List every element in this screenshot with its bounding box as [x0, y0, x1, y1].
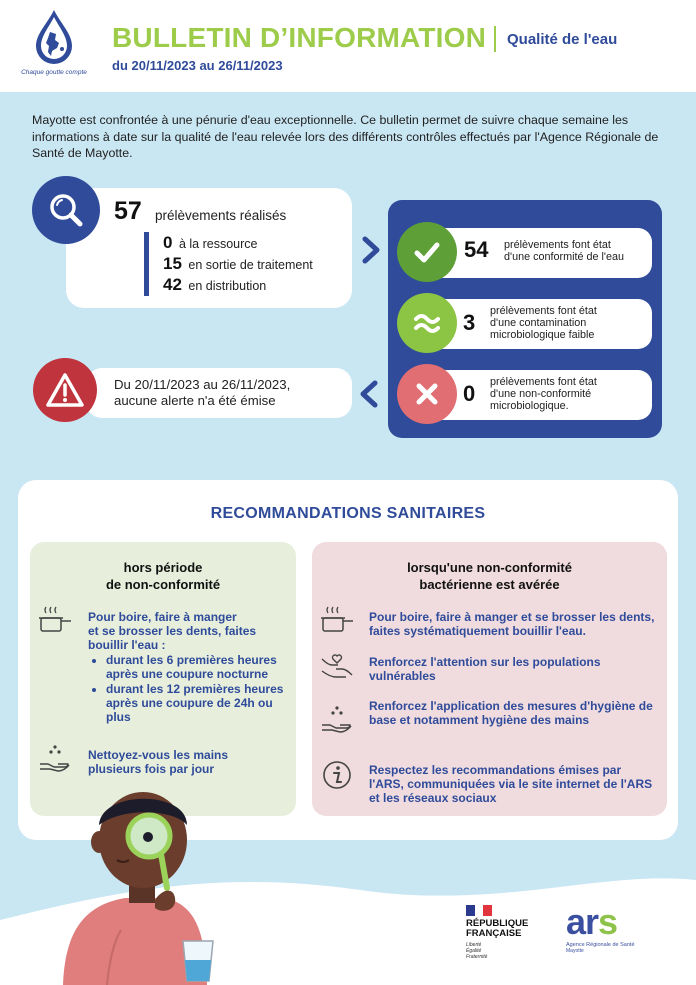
cross-icon — [411, 378, 443, 410]
advice-wash-hands — [88, 748, 288, 776]
chevron-left-icon — [358, 380, 380, 408]
logo — [14, 8, 94, 84]
breakdown-label: à la ressource — [178, 237, 258, 251]
info-icon — [322, 760, 352, 790]
result-text — [490, 376, 597, 412]
advice-line: et se brosser les dents, faites — [88, 624, 257, 638]
result-text — [504, 239, 624, 263]
title-separator — [494, 26, 496, 52]
ars-wordmark: ars — [566, 901, 618, 942]
recommendations-title: RECOMMANDATIONS SANITAIRES — [210, 505, 486, 522]
approx-icon — [411, 307, 443, 339]
advice-line: Nettoyez-vous les mains — [88, 748, 229, 762]
alert-circle — [33, 358, 97, 422]
boiling-pot-icon — [38, 603, 72, 635]
warning-icon — [45, 372, 85, 408]
result-count: 3 — [463, 310, 476, 335]
breakdown-resource — [163, 233, 257, 253]
column-heading-normal — [30, 559, 296, 593]
care-hands-heart-icon — [320, 651, 354, 683]
hand-wash-icon — [38, 742, 72, 774]
ars-region: Mayotte — [566, 948, 584, 954]
advice-hygiene: Renforcez l'application des mesures d'hygiène de base et notamment hygiène des mains — [369, 699, 653, 727]
heading-line: hors période — [123, 560, 203, 575]
header — [0, 0, 696, 92]
page-subtitle: Qualité de l'eau — [507, 31, 618, 48]
breakdown-bar — [144, 232, 149, 296]
heading-line: de non-conformité — [105, 577, 221, 592]
breakdown-value: 0 — [163, 233, 173, 252]
result-text-line: d'une non-conformité — [490, 388, 592, 400]
advice-line: Pour boire, faire à manger — [88, 610, 237, 624]
rf-motto-line: Égalité — [466, 948, 482, 954]
advice-boil-water — [88, 610, 288, 724]
samples-total-label: prélèvements réalisés — [155, 208, 287, 223]
result-text-line: microbiologique. — [490, 400, 569, 412]
result-text-line: d'une conformité de l'eau — [504, 251, 624, 263]
rf-name-line: RÉPUBLIQUE — [466, 918, 529, 929]
result-text-line: prélèvements font état — [504, 239, 611, 251]
water-drop-icon — [31, 8, 77, 66]
rf-name-line: FRANÇAISE — [466, 928, 522, 939]
check-icon — [411, 236, 443, 268]
chevron-right-icon — [360, 236, 382, 264]
heading-line: bactérienne est avérée — [419, 577, 560, 592]
result-circle-conform — [397, 222, 457, 282]
result-text-line: prélèvements font état — [490, 305, 597, 317]
rf-motto — [466, 942, 542, 960]
advice-follow-ars: Respectez les recommandations émises par l'ARS, communiquées via le site internet de l'ARS et les réseaux sociaux — [369, 763, 653, 805]
advice-line: bouillir l'eau : — [88, 638, 166, 652]
water-glass-icon — [180, 938, 216, 984]
search-icon — [45, 189, 87, 231]
advice-bullet: • durant les 6 premières heures après une coupure nocturne — [106, 653, 288, 681]
breakdown-treatment — [163, 254, 313, 274]
boiling-pot-icon — [320, 603, 354, 635]
breakdown-distribution — [163, 275, 266, 295]
breakdown-value: 15 — [163, 254, 182, 273]
breakdown-label: en distribution — [188, 279, 267, 293]
hand-wash-icon — [320, 703, 354, 735]
alert-text-line: aucune alerte n'a été émise — [114, 393, 276, 408]
alert-text-line: Du 20/11/2023 au 26/11/2023, — [114, 377, 291, 392]
alert-text — [114, 377, 290, 409]
advice-bullet: • durant les 12 premières heures après une coupure de 24h ou plus — [106, 682, 288, 724]
result-circle-nonconform — [397, 364, 457, 424]
result-text-line: d'une contamination — [490, 317, 587, 329]
advice-bullets — [106, 653, 288, 724]
date-range: du 20/11/2023 au 26/11/2023 — [112, 58, 283, 73]
logo-tagline: Chaque goutte compte — [21, 69, 87, 76]
french-flag-icon — [466, 905, 492, 916]
result-circle-low-contamination — [397, 293, 457, 353]
heading-line: lorsqu'une non-conformité — [407, 560, 572, 575]
column-heading-nonconform — [312, 559, 667, 593]
page-title: BULLETIN D’INFORMATION — [112, 22, 487, 53]
ars-logo — [566, 901, 666, 964]
advice-boil-water-systematic: Pour boire, faire à manger et se brosser les dents, faites systématiquement bouillir l'eau. — [369, 610, 655, 638]
advice-line: plusieurs fois par jour — [88, 762, 215, 776]
breakdown-value: 42 — [163, 275, 182, 294]
result-text-line: microbiologique faible — [490, 329, 595, 341]
result-text — [490, 305, 597, 341]
intro-text: Mayotte est confrontée à une pénurie d'eau exceptionnelle. Ce bulletin permet de suivre chaque semaine les informations à date sur la qualité de l'eau relevée lors des différents contrôles effectués par l'Agence Régionale de Santé de Mayotte. — [32, 113, 659, 160]
breakdown-label: en sortie de traitement — [188, 258, 313, 272]
rf-motto-line: Liberté — [466, 942, 482, 948]
ars-subtitle: Agence Régionale de Santé — [566, 942, 635, 948]
advice-vulnerable: Renforcez l'attention sur les populations vulnérables — [369, 655, 601, 683]
result-count: 54 — [464, 237, 489, 262]
search-circle — [32, 176, 100, 244]
rf-motto-line: Fraternité — [466, 954, 488, 960]
result-text-line: prélèvements font état — [490, 376, 597, 388]
result-count: 0 — [463, 381, 476, 406]
samples-total: 57 — [114, 197, 142, 225]
republique-francaise-logo — [466, 905, 542, 960]
